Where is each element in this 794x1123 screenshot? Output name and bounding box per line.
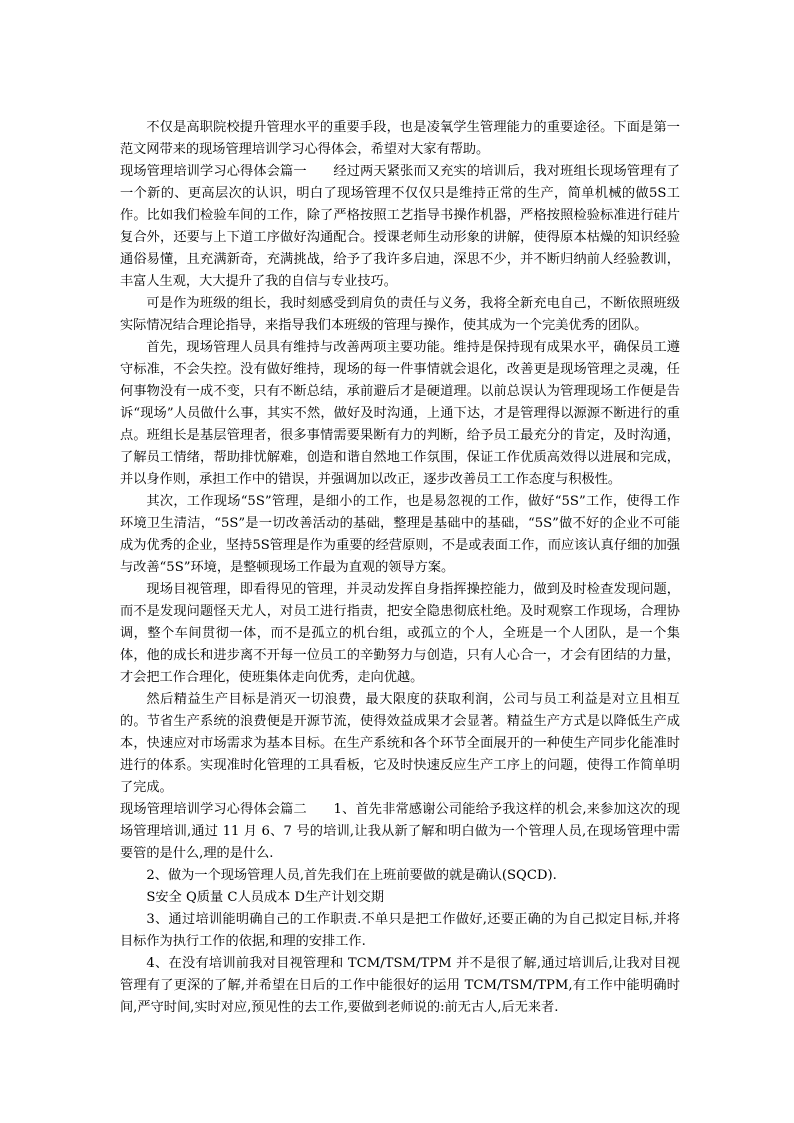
paragraph: 3、通过培训能明确自己的工作职责.不单只是把工作做好,还要正确的为自己拟定目标,并将目标作为执行工作的依据,和理的安排工作.: [120, 912, 680, 949]
paragraph: 可是作为班级的组长，我时刻感受到肩负的责任与义务，我将全新充电自己，不断依照班级实际情况结合理论指导，来指导我们本班级的管理与操作，使其成为一个完美优秀的团队。: [120, 296, 680, 333]
document-body: [120, 117, 680, 1019]
paragraph: 现场目视管理，即看得见的管理，并灵动发挥自身指挥操控能力，做到及时检查发现问题，而不是发现问题怪天尤人，对员工进行指责，把安全隐患彻底杜绝。及时观察工作现场，合理协调，整个车间贯彻一体，而不是孤立的机台组，或孤立的个人，全班是一个人团队，是一个集体，他的成长和进步离不开每一位员工的辛勤努力与创造，只有人心合一，才会有团结的力量，才会把工作合理化，使班集体走向优秀，走向优越。: [120, 582, 680, 685]
paragraph: 现场管理培训学习心得体会篇二 1、首先非常感谢公司能给予我这样的机会,来参加这次的现场管理培训,通过 11 月 6、7 号的培训,让我从新了解和明白做为一个管理人员,在现场管理中需要管的是什么,理的是什么.: [120, 802, 680, 861]
paragraph: 其次，工作现场“5S”管理，是细小的工作，也是易忽视的工作，做好“5S”工作，使得工作环境卫生清洁，“5S”是一切改善活动的基础，整理是基础中的基础，“5S”做不好的企业不可能成为优秀的企业，坚持5S管理是作为重要的经营原则，不是或表面工作，而应该认真仔细的加强与改善“5S”环境，是整顿现场工作最为直观的领导方案。: [120, 494, 680, 575]
paragraph: 2、做为一个现场管理人员,首先我们在上班前要做的就是确认(SQCD).: [146, 868, 557, 883]
paragraph: 现场管理培训学习心得体会篇一 经过两天紧张而又充实的培训后，我对班组长现场管理有了一个新的、更高层次的认识，明白了现场管理不仅仅只是维持正常的生产，简单机械的做5S工作。比如我们检验车间的工作，除了严格按照工艺指导书操作机器，严格按照检验标准进行硅片复合外，还要与上下道工序做好沟通配合。授课老师生动形象的讲解，使得原本枯燥的知识经验通俗易懂，且充满新奇，充满挑战，给予了我许多启迪，深思不少，并不断归纳前人经验教训，丰富人生观，大大提升了我的自信与专业技巧。: [120, 164, 680, 289]
paragraph: S安全 Q质量 C人员成本 D生产计划交期: [146, 890, 385, 905]
paragraph: 然后精益生产目标是消灭一切浪费，最大限度的获取利润，公司与员工利益是对立且相互的。节省生产系统的浪费便是开源节流，使得效益成果才会显著。精益生产方式是以降低生产成本，快速应对市场需求为基本目标。在生产系统和各个环节全面展开的一种使生产同步化能准时进行的体系。实现准时化管理的工具看板，它及时快速反应生产工序上的问题，使得工作简单明了完成。: [120, 692, 680, 795]
paragraph: 首先，现场管理人员具有维持与改善两项主要功能。维持是保持现有成果水平，确保员工遵守标准，不会失控。没有做好维持，现场的每一件事情就会退化，改善更是现场管理之灵魂，任何事物没有一成不变，只有不断总结，承前避后才是硬道理。以前总误认为管理现场工作便是告诉“现场”人员做什么事，其实不然，做好及时沟通，上通下达，才是管理得以源源不断进行的重点。班组长是基层管理者，很多事情需要果断有力的判断，给予员工最充分的肯定，及时沟通，了解员工情绪，帮助排忧解难，创造和谐自然地工作氛围，保证工作优质高效得以进展和完成，并以身作则，承担工作中的错误，并强调加以改正，逐步改善员工工作态度与积极性。: [120, 340, 680, 487]
paragraph: 4、在没有培训前我对目视管理和 TCM/TSM/TPM 并不是很了解,通过培训后,让我对目视管理有了更深的了解,并希望在日后的工作中能很好的运用 TCM/TSM/TPM,有工作中能明确时间,严守时间,实时对应,预见性的去工作,要做到老师说的:前无古人,后无来者.: [120, 956, 680, 1015]
paragraph: 不仅是高职院校提升管理水平的重要手段，也是凌氧学生管理能力的重要途径。下面是第一范文网带来的现场管理培训学习心得体会，希望对大家有帮助。: [120, 120, 680, 157]
